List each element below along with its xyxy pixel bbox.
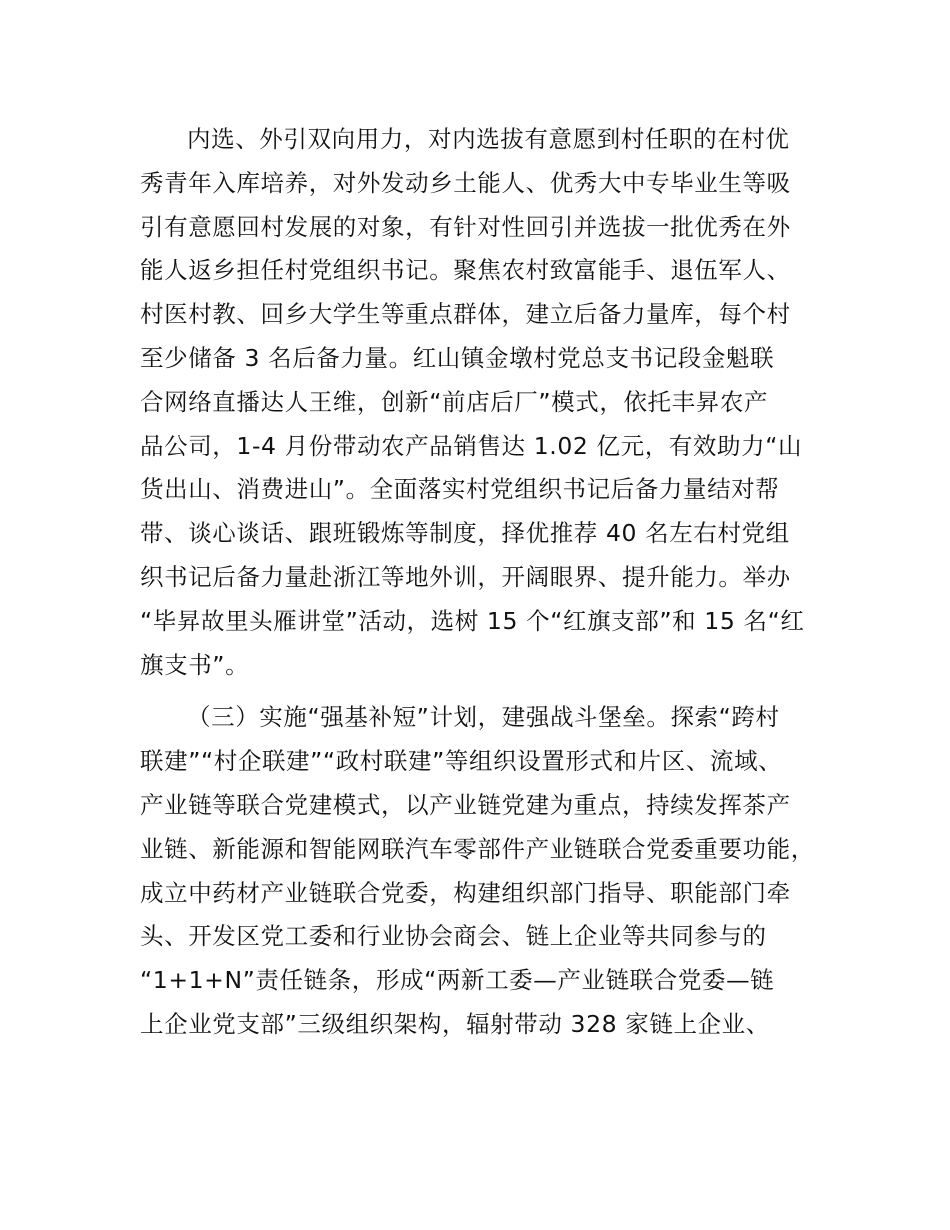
text-line: 业链、新能源和智能网联汽车零部件产业链联合党委重要功能，	[140, 834, 815, 863]
text-line: 产业链等联合党建模式，以产业链党建为重点，持续发挥茶产	[140, 790, 791, 819]
text-line: 头、开发区党工委和行业协会商会、链上企业等共同参与的	[140, 922, 767, 951]
text-line: 村医村教、回乡大学生等重点群体，建立后备力量库，每个村	[140, 300, 791, 329]
text-line: “1+1+N”责任链条，形成“两新工委—产业链联合党委—链	[140, 966, 775, 995]
text-line: 带、谈心谈话、跟班锻炼等制度，择优推荐 40 名左右村党组	[140, 519, 790, 548]
text-line: 内选、外引双向用力，对内选拔有意愿到村任职的在村优	[187, 125, 790, 153]
text-line: 联建”“村企联建”“政村联建”等组织设置形式和片区、流域、	[140, 747, 783, 776]
text-line: 引有意愿回村发展的对象，有针对性回引并选拔一批优秀在外	[140, 212, 791, 241]
text-line: 上企业党支部”三级组织架构，辐射带动 328 家链上企业、	[140, 1009, 770, 1038]
text-line: 至少储备 3 名后备力量。红山镇金墩村党总支书记段金魁联	[140, 343, 775, 372]
paragraph-1	[140, 118, 840, 687]
text-line: 合网络直播达人王维，创新“前店后厂”模式，依托丰昇农产	[140, 387, 769, 416]
text-line: 品公司，1-4 月份带动农产品销售达 1.02 亿元，有效助力“山	[140, 431, 803, 460]
text-line: （三）实施“强基补短”计划，建强战斗堡垒。探索“跨村	[187, 703, 780, 732]
text-line: “毕昇故里头雁讲堂”活动，选树 15 个“红旗支部”和 15 名“红	[140, 606, 805, 635]
text-line: 旗支书”。	[140, 650, 250, 679]
text-line: 能人返乡担任村党组织书记。聚焦农村致富能手、退伍军人、	[140, 256, 791, 285]
text-line: 秀青年入库培养，对外发动乡土能人、优秀大中专毕业生等吸	[140, 168, 791, 197]
text-line: 织书记后备力量赴浙江等地外训，开阔眼界、提升能力。举办	[140, 562, 791, 591]
document-body	[140, 118, 840, 1047]
text-line: 成立中药材产业链联合党委，构建组织部门指导、职能部门牵	[140, 878, 791, 907]
text-line: 货出山、消费进山”。全面落实村党组织书记后备力量结对帮	[140, 475, 780, 504]
paragraph-spacer	[140, 687, 840, 696]
paragraph-2	[140, 696, 840, 1046]
